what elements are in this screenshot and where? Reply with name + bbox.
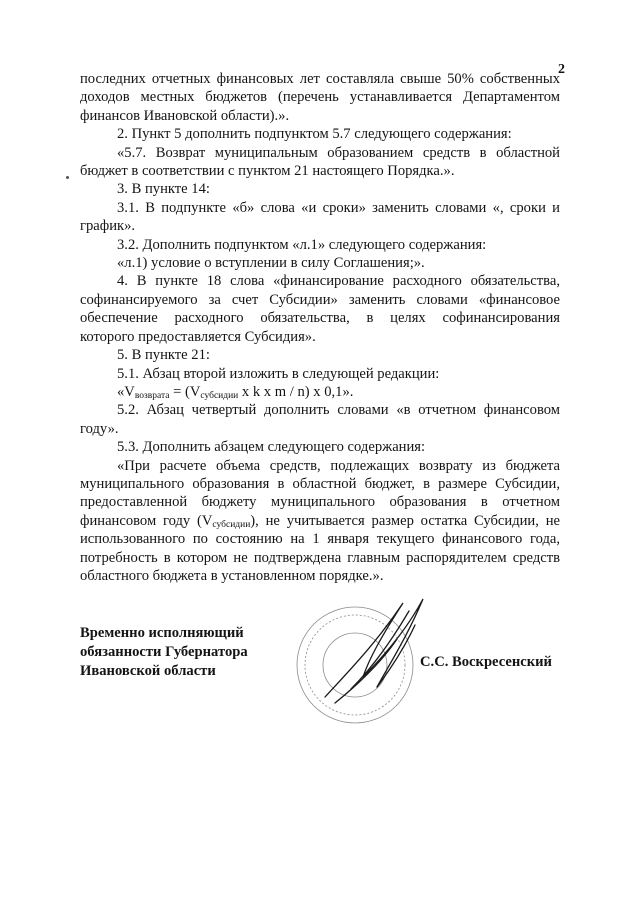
item-5-7-text-line [80, 162, 560, 180]
formula-part: = (V [169, 383, 201, 400]
text-line: «При расчете объема средств, подлежащих возврату из бюджета [117, 457, 560, 474]
formula-part: «V [117, 383, 135, 400]
new-paragraph-line [80, 567, 560, 585]
paragraph-continued [80, 70, 560, 88]
item-4-line [80, 328, 560, 346]
text-line: году». [80, 420, 119, 437]
text-line: бюджет в соответствии с пунктом 21 настоящего Порядка.». [80, 163, 455, 180]
item-4-line [80, 291, 560, 309]
new-paragraph-line [80, 530, 560, 548]
signer-title-line: Ивановской области [80, 663, 216, 679]
item-2: 2. Пункт 5 дополнить подпунктом 5.7 следующего содержания: [117, 126, 512, 143]
new-paragraph-line [80, 493, 560, 511]
text-line: обеспечение расходного обязательства, в целях софинансирования [80, 310, 560, 327]
scan-speck [66, 176, 69, 179]
item-3-1 [80, 199, 560, 217]
signer-title-line: обязанности Губернатора [80, 644, 248, 660]
text-line: потребность в котором не подтверждена главным распорядителем средств [80, 549, 560, 566]
text-line: финансовом году (V [80, 512, 213, 529]
paragraph-continued-line [80, 107, 560, 125]
item-3-2: 3.2. Дополнить подпунктом «л.1» следующего содержания: [117, 236, 487, 253]
signer-title [80, 624, 290, 681]
item-5-2 [80, 401, 560, 419]
item-5-1: 5.1. Абзац второй изложить в следующей редакции: [117, 365, 440, 382]
text-line: использованного по состоянию на 1 января текущего финансового года, [80, 531, 560, 548]
text-line: график». [80, 218, 136, 235]
text-line: 4. В пункте 18 слова «финансирование расходного обязательства, [117, 273, 560, 290]
item-l1-text: «л.1) условие о вступлении в силу Соглашения;». [117, 255, 425, 272]
text-line: доходов местных бюджетов (перечень устанавливается Департаментом [80, 89, 560, 106]
text-line: 3.1. В подпункте «б» слова «и сроки» заменить словами «, сроки и [117, 199, 560, 216]
item-4 [80, 272, 560, 290]
item-5: 5. В пункте 21: [117, 347, 210, 364]
formula-part: x k x m / n) x 0,1». [238, 383, 354, 400]
item-4-line [80, 309, 560, 327]
text-line: муниципального образования в областной бюджет, в размере Субсидии, [80, 475, 560, 492]
text-line: «5.7. Возврат муниципальным образованием средств в областной [117, 144, 560, 161]
item-3-1-line [80, 217, 560, 235]
text-line: которого предоставляется Субсидия». [80, 328, 316, 345]
signer-name: С.С. Воскресенский [420, 654, 552, 670]
new-paragraph-line [80, 549, 560, 567]
item-5-2-line [80, 420, 560, 438]
formula-subscript: возврата [134, 390, 170, 401]
stamp-and-signature-icon [285, 585, 435, 735]
new-paragraph [80, 457, 560, 475]
text-line: ), не учитывается размер остатка Субсидии, не [250, 512, 560, 529]
item-3: 3. В пункте 14: [117, 181, 210, 198]
text-line: финансов Ивановской области).». [80, 107, 290, 124]
formula-subscript: субсидии [200, 390, 239, 401]
new-paragraph-line [80, 475, 560, 493]
item-5-7-text [80, 144, 560, 162]
page-number: 2 [558, 62, 565, 77]
text-line: областного бюджета в установленном порядке.». [80, 567, 384, 584]
text-line: 5.2. Абзац четвертый дополнить словами «в отчетном финансовом [117, 402, 560, 419]
paragraph-continued-line [80, 88, 560, 106]
text-line: предоставленной бюджету муниципального образования в отчетном [80, 494, 560, 511]
text-line: последних отчетных финансовых лет составляла свыше 50% собственных [80, 71, 560, 87]
signer-title-line: Временно исполняющий [80, 625, 244, 641]
text-line: софинансируемого за счет Субсидии» заменить словами «финансовое [80, 291, 560, 308]
document-body [80, 70, 560, 585]
formula [80, 383, 560, 401]
item-5-3: 5.3. Дополнить абзацем следующего содержания: [117, 439, 426, 456]
formula-subscript: субсидии [212, 519, 251, 530]
new-paragraph-line [80, 512, 560, 530]
